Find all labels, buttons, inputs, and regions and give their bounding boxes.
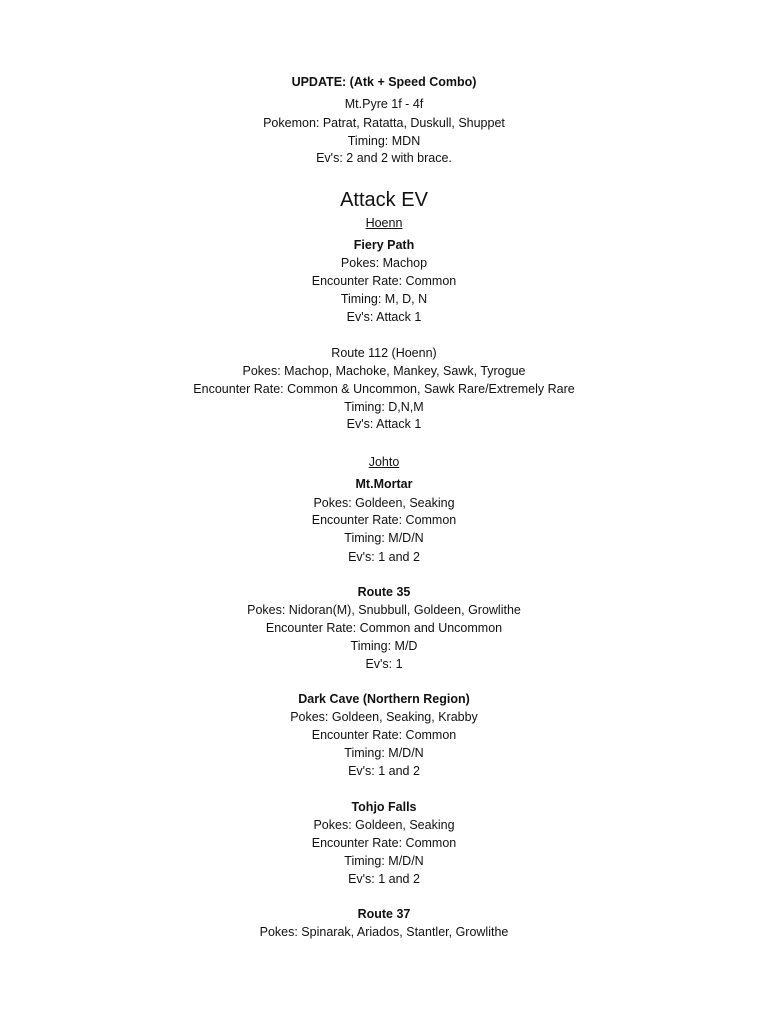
region-heading-johto: Johto: [368, 455, 400, 469]
location-name-route-35: Route 35: [357, 585, 411, 599]
location-rate-route-112: Encounter Rate: Common & Uncommon, Sawk Rare/Extremely Rare: [193, 382, 575, 396]
location-evs-route-35: Ev's: 1: [365, 657, 403, 671]
location-timing-route-112: Timing: D,N,M: [344, 400, 424, 414]
update-heading: UPDATE: (Atk + Speed Combo): [291, 75, 477, 89]
update-timing: Timing: MDN: [347, 134, 421, 148]
location-rate-tohjo-falls: Encounter Rate: Common: [311, 836, 457, 850]
location-pokes-mt-mortar: Pokes: Goldeen, Seaking: [313, 496, 455, 510]
location-pokes-tohjo-falls: Pokes: Goldeen, Seaking: [313, 818, 455, 832]
location-evs-dark-cave: Ev's: 1 and 2: [348, 764, 420, 778]
update-evs: Ev's: 2 and 2 with brace.: [316, 151, 452, 165]
location-rate-mt-mortar: Encounter Rate: Common: [311, 513, 457, 527]
section-title: Attack EV: [340, 189, 428, 211]
location-timing-route-35: Timing: M/D: [350, 639, 418, 653]
location-rate-fiery-path: Encounter Rate: Common: [311, 274, 457, 288]
location-evs-route-112: Ev's: Attack 1: [346, 417, 422, 431]
location-pokes-fiery-path: Pokes: Machop: [340, 256, 428, 270]
location-timing-dark-cave: Timing: M/D/N: [344, 746, 424, 760]
region-heading-hoenn: Hoenn: [365, 216, 403, 230]
location-timing-mt-mortar: Timing: M/D/N: [344, 531, 424, 545]
location-timing-fiery-path: Timing: M, D, N: [340, 292, 428, 306]
location-evs-mt-mortar: Ev's: 1 and 2: [348, 550, 420, 564]
location-pokes-route-37: Pokes: Spinarak, Ariados, Stantler, Growlithe: [259, 925, 509, 939]
update-pokemon: Pokemon: Patrat, Ratatta, Duskull, Shuppet: [263, 116, 505, 130]
location-name-fiery-path: Fiery Path: [353, 238, 415, 252]
location-name-route-112: Route 112 (Hoenn): [331, 346, 437, 360]
location-name-dark-cave: Dark Cave (Northern Region): [298, 692, 470, 706]
location-evs-tohjo-falls: Ev's: 1 and 2: [348, 872, 420, 886]
location-name-route-37: Route 37: [357, 907, 411, 921]
location-pokes-route-112: Pokes: Machop, Machoke, Mankey, Sawk, Tyrogue: [242, 364, 526, 378]
location-pokes-dark-cave: Pokes: Goldeen, Seaking, Krabby: [290, 710, 478, 724]
location-evs-fiery-path: Ev's: Attack 1: [346, 310, 422, 324]
location-pokes-route-35: Pokes: Nidoran(M), Snubbull, Goldeen, Growlithe: [247, 603, 521, 617]
location-rate-route-35: Encounter Rate: Common and Uncommon: [265, 621, 503, 635]
location-name-tohjo-falls: Tohjo Falls: [351, 800, 417, 814]
location-rate-dark-cave: Encounter Rate: Common: [311, 728, 457, 742]
location-timing-tohjo-falls: Timing: M/D/N: [344, 854, 424, 868]
update-location: Mt.Pyre 1f - 4f: [344, 97, 424, 111]
location-name-mt-mortar: Mt.Mortar: [355, 477, 413, 491]
